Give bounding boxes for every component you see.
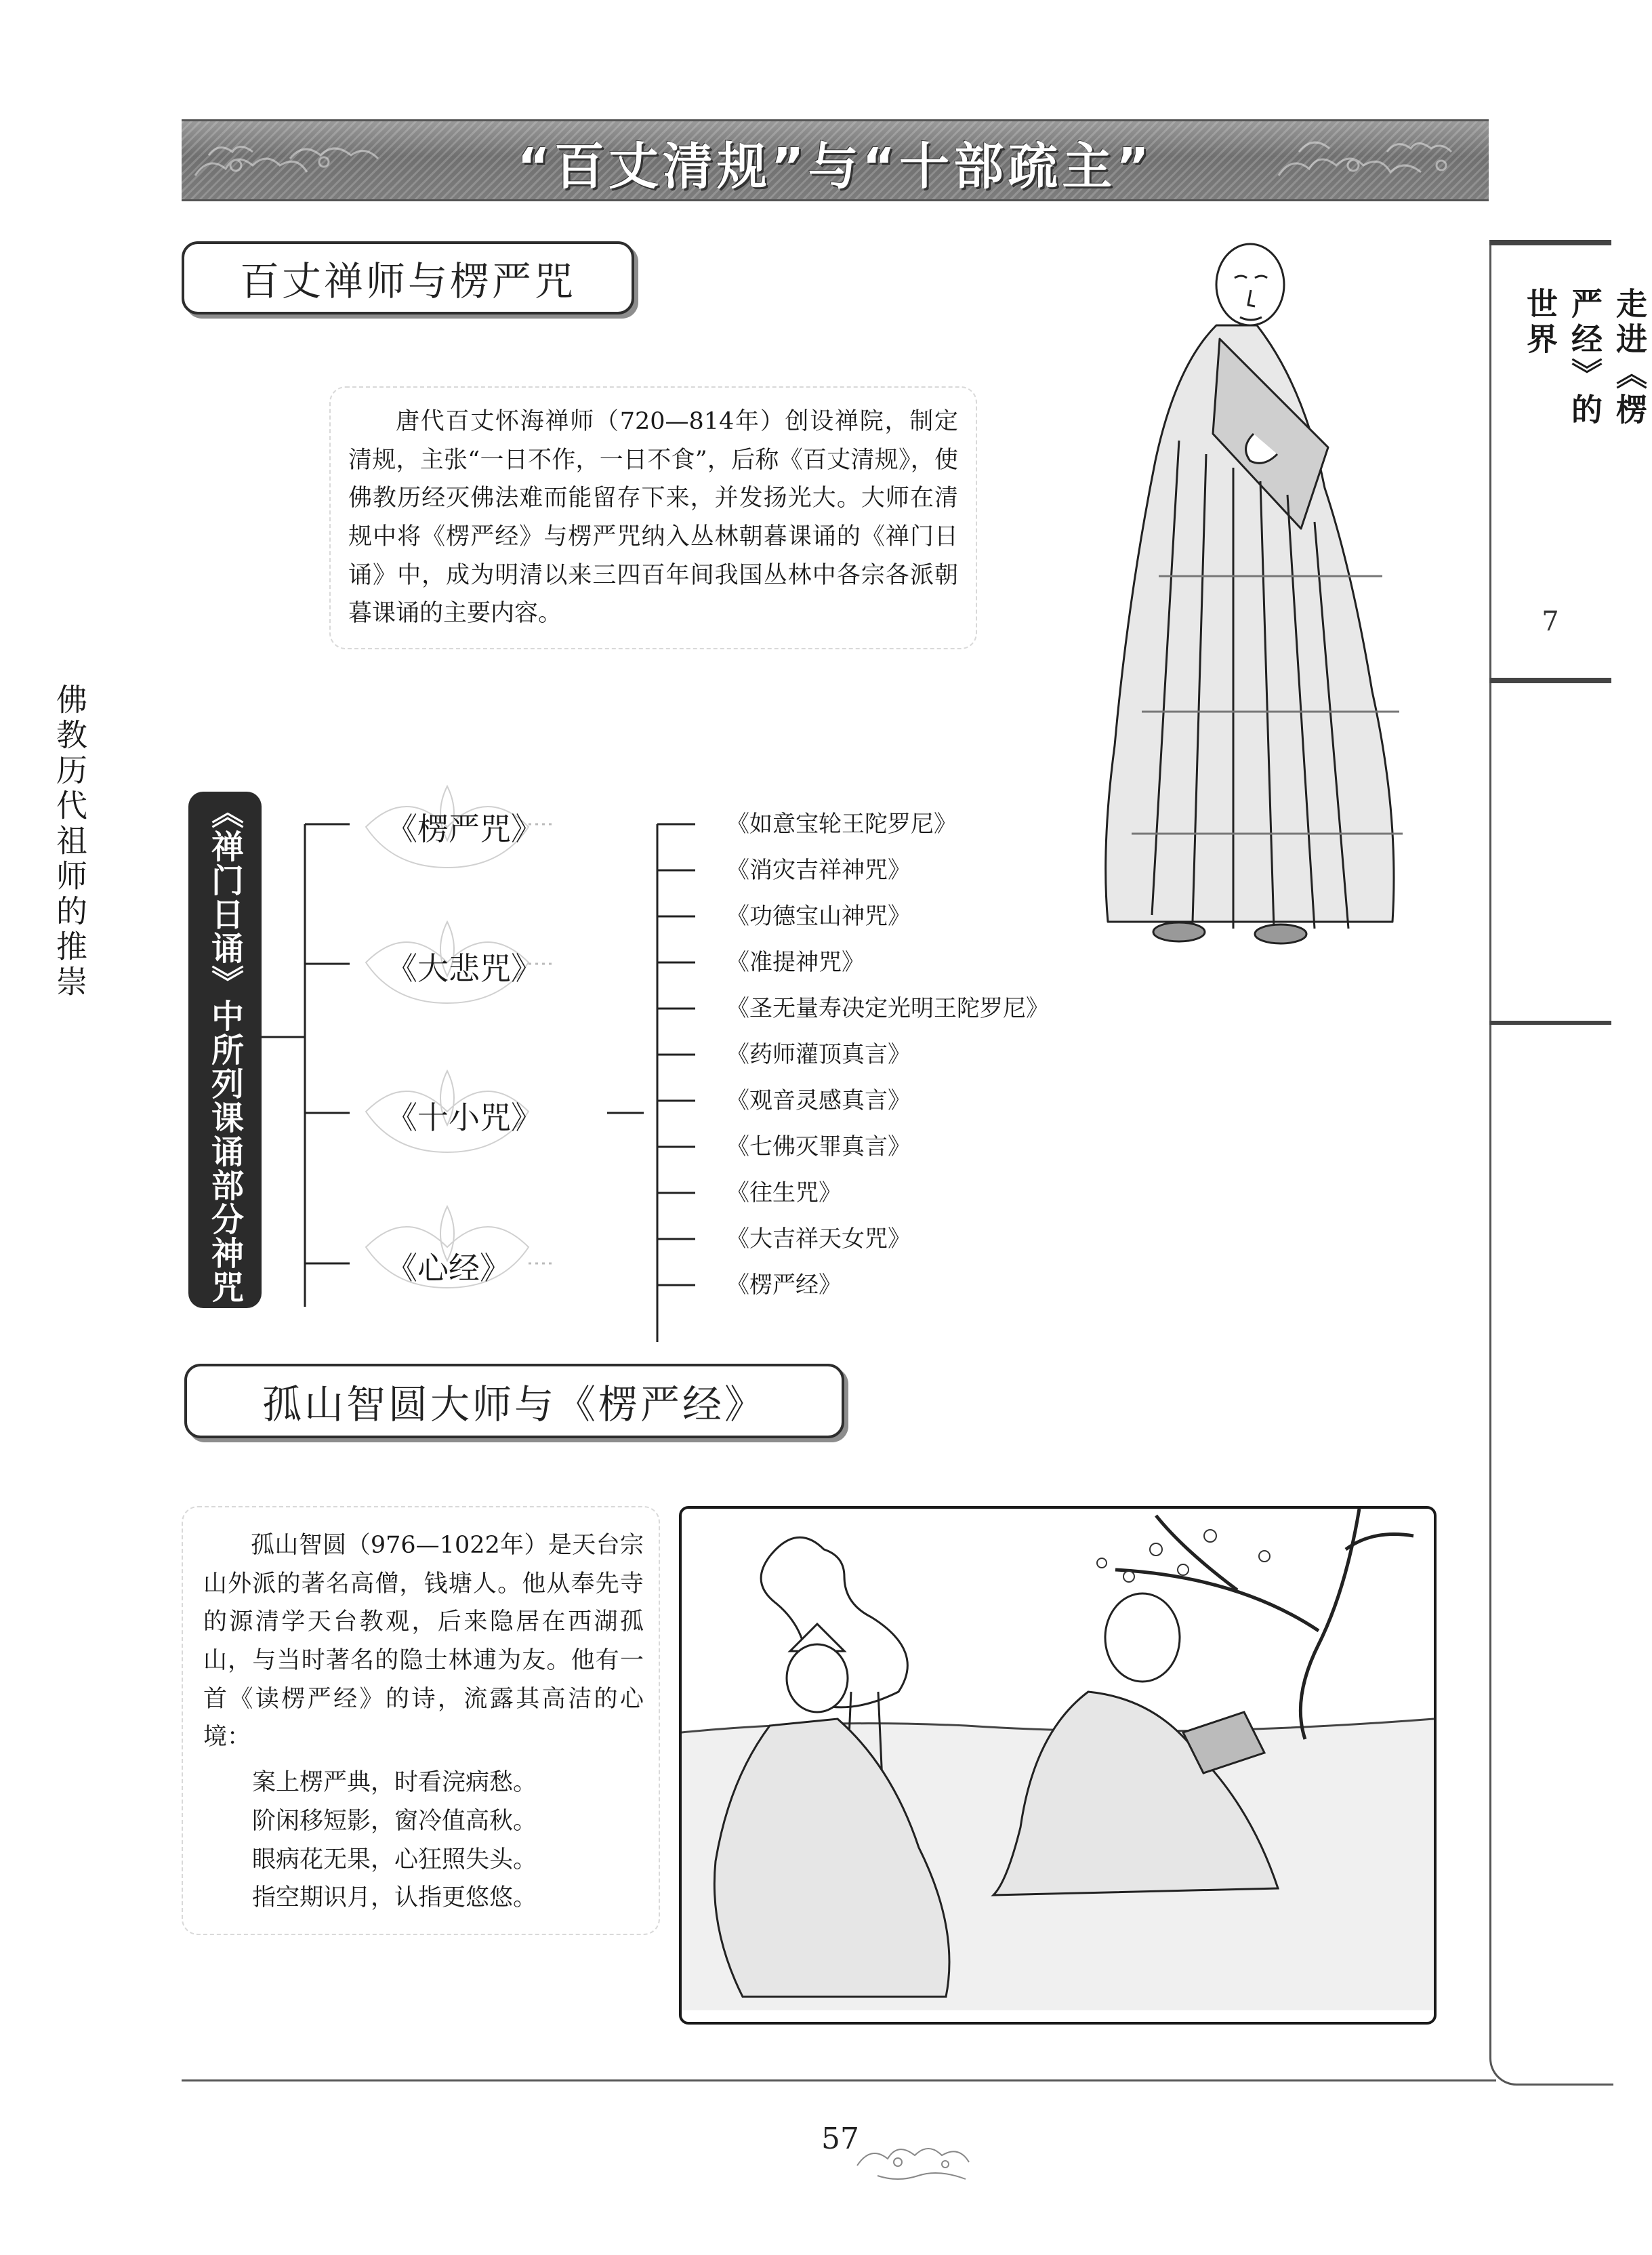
intro-paragraph: 唐代百丈怀海禅师（720—814年）创设禅院，制定清规，主张“一日不作，一日不食”，后称《百丈清规》，使佛教历经灭佛法难而能留存下来，并发扬光大。大师在清规中将《楞严经》与楞严咒纳入丛林朝暮课诵的《禅门日诵》中，成为明清以来三四百年间我国丛林中各宗各派朝暮课诵的主要内容。: [348, 408, 958, 628]
gushan-text-box: [182, 1506, 660, 1935]
page-title: “百丈清规”与“十部疏主”: [517, 138, 1153, 196]
sub-mantra-item: 《药师灌顶真言》: [726, 1041, 911, 1068]
side-book-title: 走进《楞严经》的世界: [1522, 287, 1648, 428]
page-number: 57: [821, 2121, 859, 2156]
tree-root-label: [188, 792, 262, 1308]
tree-connectors: [257, 779, 732, 1308]
side-tab-book: [1489, 240, 1648, 637]
sub-mantra-item: 《大吉祥天女咒》: [726, 1225, 911, 1253]
sub-mantra-item: 《楞严经》: [726, 1272, 842, 1299]
poem-line: 案上楞严典，时看浣病愁。: [252, 1769, 537, 1797]
cloud-ornament: [850, 2132, 999, 2186]
gushan-paragraph: 孤山智圆（976—1022年）是天台宗山外派的著名高僧，钱塘人。他从奉先寺的源清学天台教观，后来隐居在西湖孤山，与当时著名的隐士林逋为友。他有一首《读楞严经》的诗，流露其高洁的心境：: [203, 1532, 644, 1751]
sub-mantra-item: 《消灾吉祥神咒》: [726, 857, 911, 884]
monk-illustration: [1057, 237, 1423, 946]
sub-mantra-item: 《七佛灭罪真言》: [726, 1133, 911, 1160]
mantra-item-ten-small: 《十小咒》: [386, 1099, 542, 1136]
mantra-item-heart-sutra: 《心经》: [386, 1250, 511, 1286]
section-heading-gushan: 孤山智圆大师与《楞严经》: [184, 1364, 844, 1438]
side-tab-frame: [1489, 240, 1613, 2086]
sub-mantra-item: 《往生咒》: [726, 1179, 842, 1206]
gushan-illustration: [679, 1506, 1437, 2025]
poem-line: 眼病花无果，心狂照失头。: [252, 1846, 537, 1873]
sub-mantra-item: 《功德宝山神咒》: [726, 903, 911, 930]
mantra-item-shurangama: 《楞严咒》: [386, 811, 542, 847]
footer-rule: [182, 2079, 1496, 2081]
sub-mantra-item: 《观音灵感真言》: [726, 1087, 911, 1114]
poem-line: 指空期识月，认指更悠悠。: [252, 1884, 537, 1912]
section-heading-baizhang: 百丈禅师与楞严咒: [182, 241, 634, 314]
sub-mantra-item: 《圣无量寿决定光明王陀罗尼》: [726, 995, 1049, 1022]
sub-mantra-item: 《准提神咒》: [726, 949, 865, 976]
intro-text-box: [329, 386, 977, 649]
side-tab-chapter: [1489, 678, 1611, 1025]
side-chapter-title: 佛教历代祖师的推崇: [51, 683, 88, 1000]
sub-mantra-item: 《如意宝轮王陀罗尼》: [726, 811, 957, 838]
side-chapter-number: 7: [1542, 606, 1559, 637]
mantra-item-great-compassion: 《大悲咒》: [386, 950, 542, 987]
poem-line: 阶闲移短影，窗冷值高秋。: [252, 1807, 537, 1835]
title-banner: [182, 119, 1489, 201]
tree-root-text: 《禅门日诵》中所列课诵部分神咒: [205, 796, 244, 1304]
poem: [203, 1764, 644, 1917]
